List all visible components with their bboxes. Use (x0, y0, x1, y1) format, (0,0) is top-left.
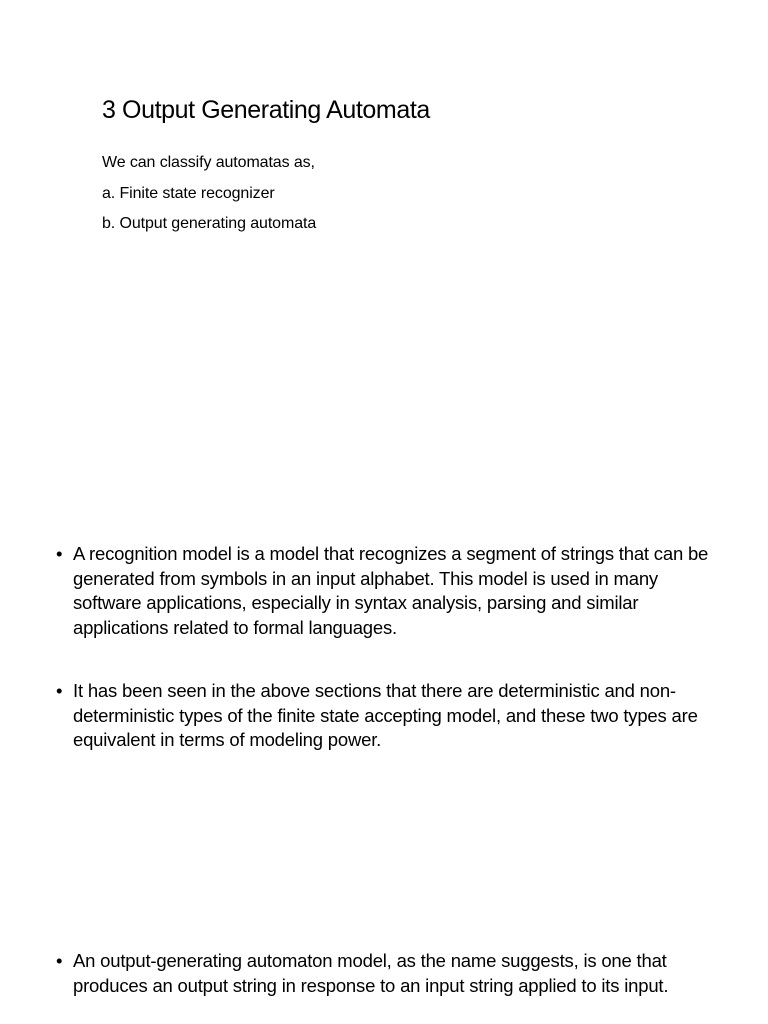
bullet-icon: • (56, 543, 63, 564)
intro-list (102, 153, 316, 245)
page-title: 3 Output Generating Automata (102, 95, 430, 124)
bullet-text: It has been seen in the above sections that there are deterministic and non-deterministic types of the finite state accepting model, and these two types are equivalent in terms of modeling power. (73, 680, 698, 751)
bullet-text: A recognition model is a model that recognizes a segment of strings that can be generated from symbols in an input alphabet. This model is used in many software applications, especially in syntax analysis, parsing and similar applications related to formal languages. (73, 543, 709, 639)
intro-line: a. Finite state recognizer (102, 184, 275, 202)
bullet-text: An output-generating automaton model, as the name suggests, is one that produces an output string in response to an input string applied to its input. (73, 950, 669, 996)
intro-line: We can classify automatas as, (102, 154, 315, 171)
bullet-item (56, 542, 756, 641)
bullet-icon: • (56, 950, 63, 971)
bullet-item (56, 679, 756, 753)
bullet-icon: • (56, 680, 63, 701)
bullet-item (56, 949, 756, 998)
intro-line: b. Output generating automata (102, 215, 317, 232)
